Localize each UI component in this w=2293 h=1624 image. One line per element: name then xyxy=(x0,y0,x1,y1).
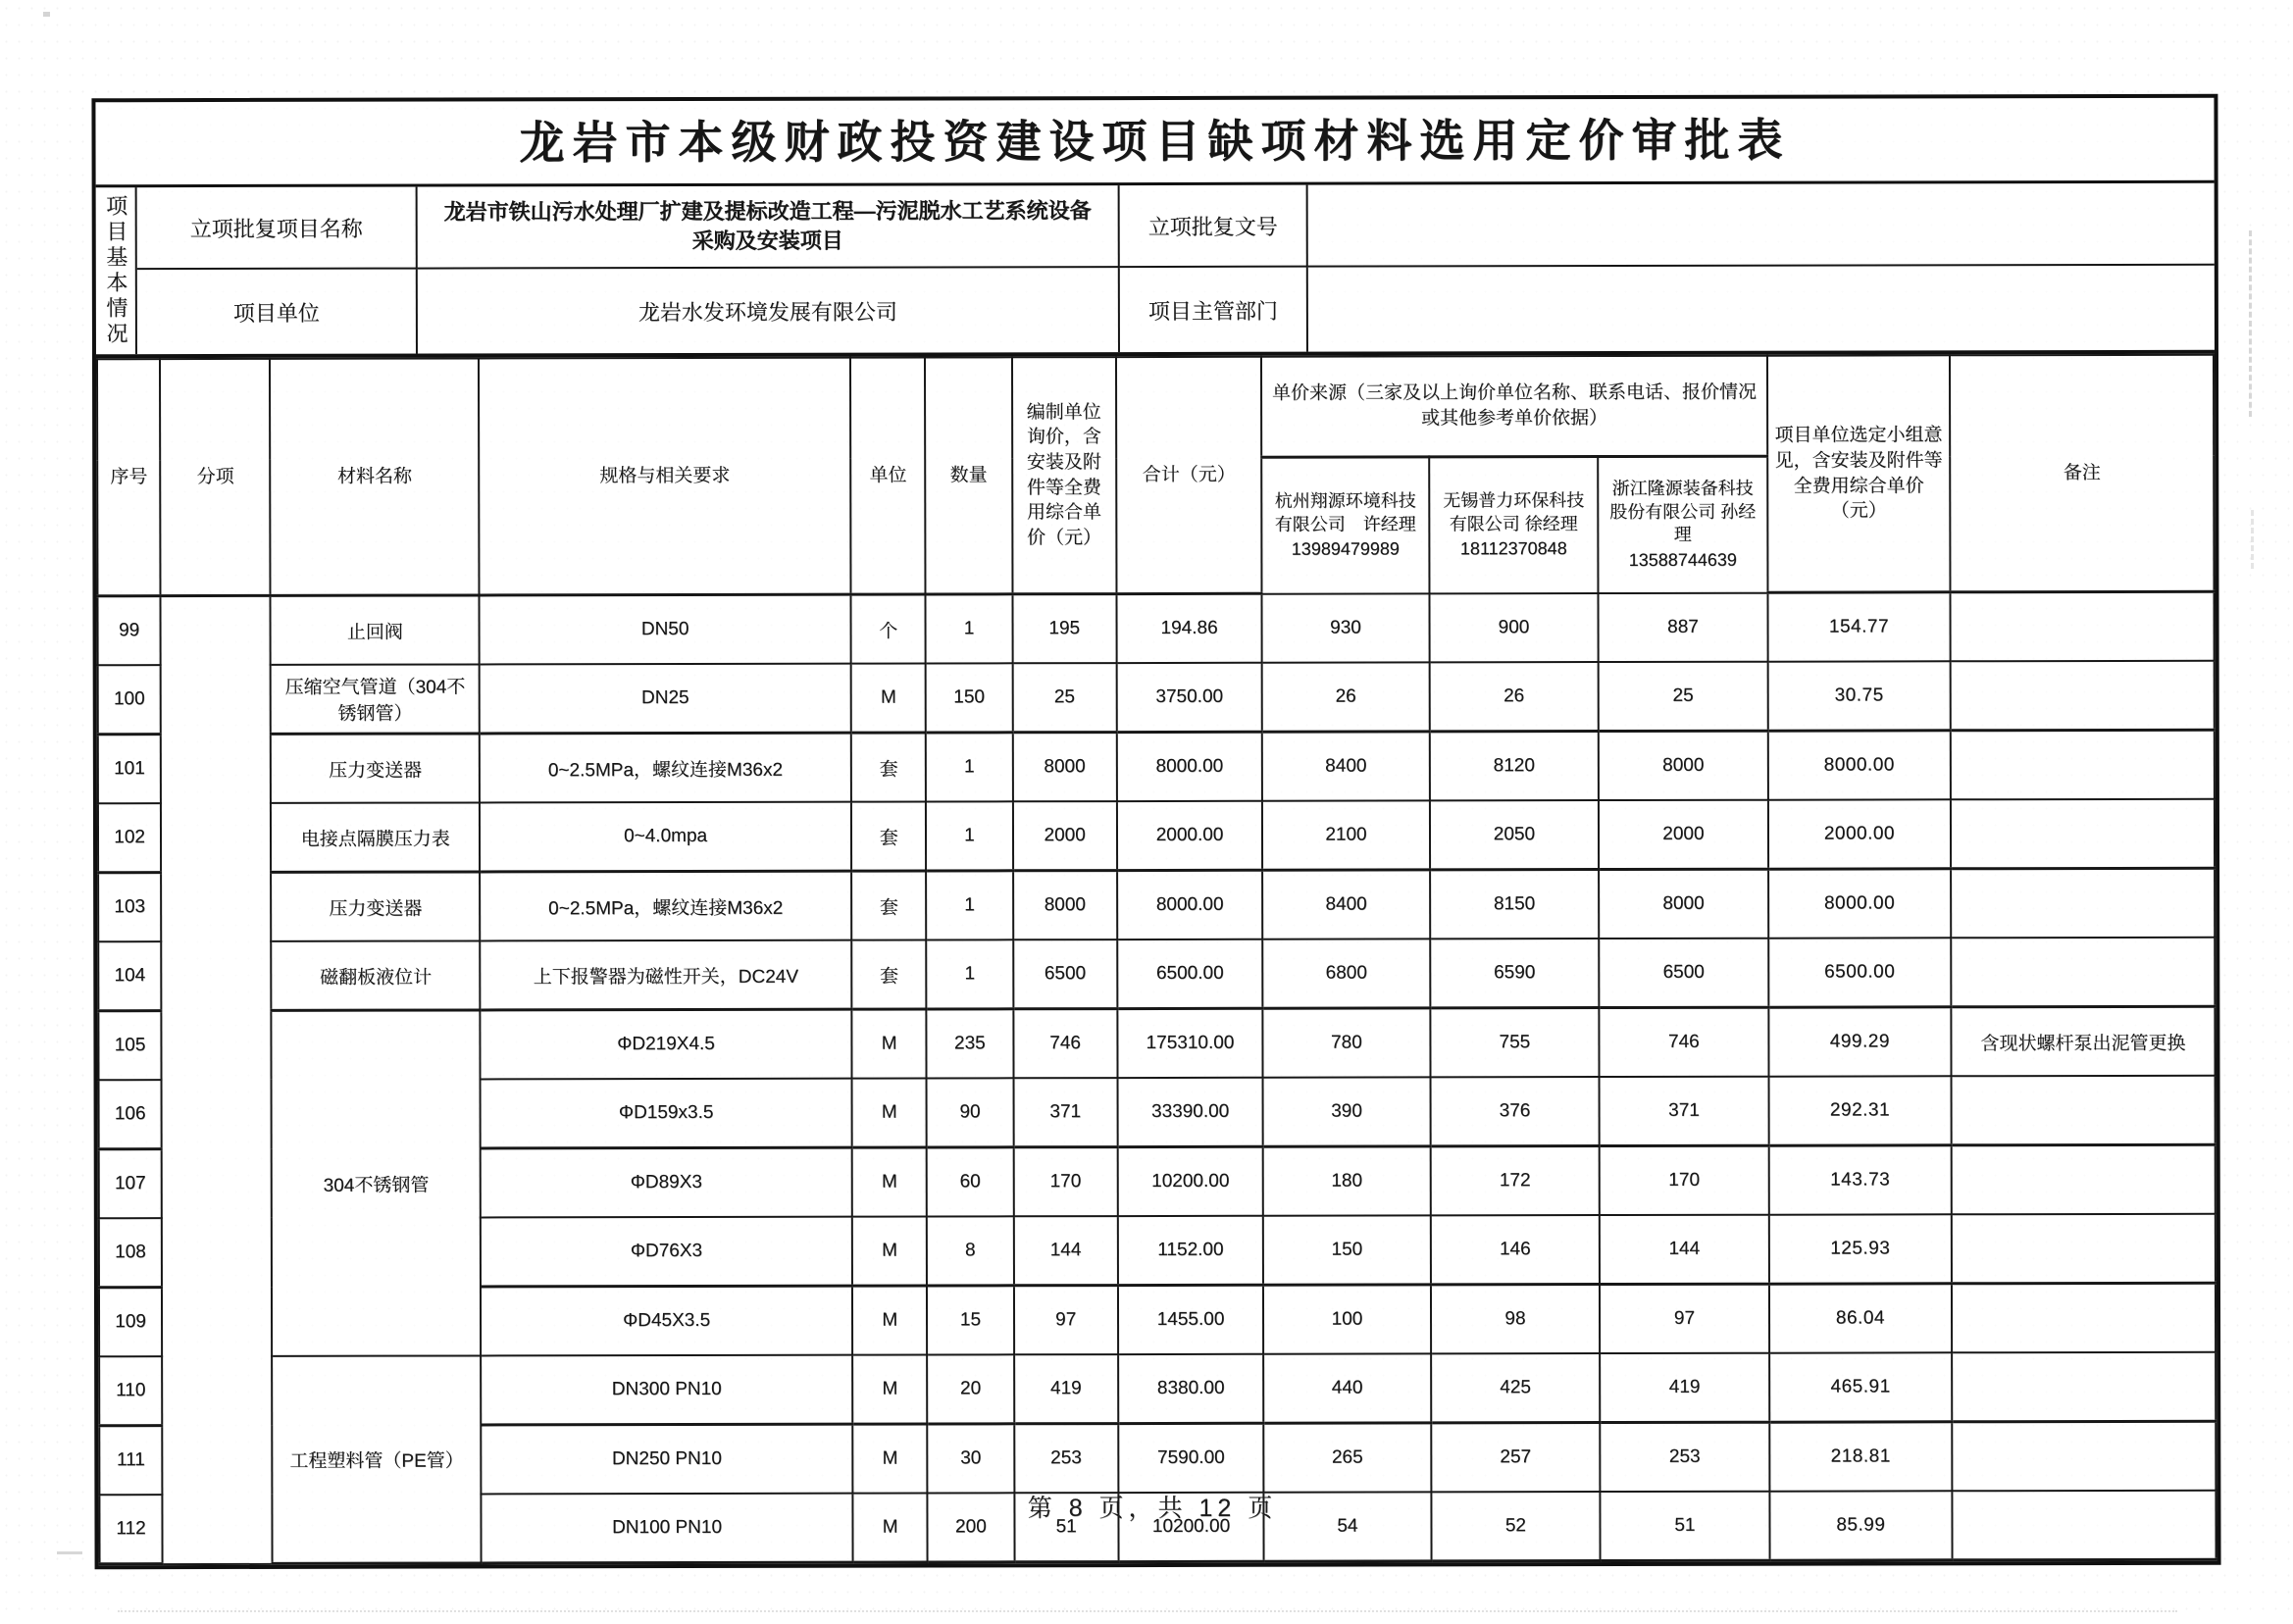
table-row xyxy=(98,730,2215,803)
cell-vendor-3-price: 97 xyxy=(1600,1284,1769,1353)
cell-remark xyxy=(1952,1076,2216,1145)
header-remark: 备注 xyxy=(1950,355,2214,592)
cell-selected-price: 154.77 xyxy=(1767,592,1951,662)
cell-vendor-1-price: 930 xyxy=(1262,593,1430,663)
cell-unit-price: 253 xyxy=(1014,1424,1118,1494)
cell-material: 压力变送器 xyxy=(271,734,480,803)
cell-spec: ΦD76X3 xyxy=(481,1217,852,1287)
cell-spec: 上下报警器为磁性开关，DC24V xyxy=(480,940,851,1010)
cell-vendor-1-price: 100 xyxy=(1263,1285,1431,1354)
approval-no-label: 立项批复文号 xyxy=(1120,185,1308,268)
header-spec: 规格与相关要求 xyxy=(479,358,851,595)
cell-unit-price: 371 xyxy=(1013,1078,1117,1147)
cell-remark xyxy=(1952,1144,2216,1214)
cell-vendor-3-price: 746 xyxy=(1600,1007,1769,1077)
cell-selected-price: 218.81 xyxy=(1769,1422,1953,1492)
cell-vendor-3-price: 170 xyxy=(1600,1145,1769,1215)
header-unit: 单位 xyxy=(850,357,926,594)
cell-unit-price: 25 xyxy=(1012,663,1116,733)
cell-vendor-2-price: 98 xyxy=(1431,1285,1601,1354)
cell-unit-price: 144 xyxy=(1013,1216,1117,1286)
cell-vendor-3-price: 144 xyxy=(1600,1215,1769,1285)
cell-remark xyxy=(1952,1421,2216,1491)
dept-value xyxy=(1308,266,2215,352)
project-name-value: 龙岩市铁山污水处理厂扩建及提标改造工程—污泥脱水工艺系统设备采购及安装项目 xyxy=(418,185,1120,269)
cell-total: 3750.00 xyxy=(1116,663,1262,733)
cell-total: 1455.00 xyxy=(1118,1285,1264,1354)
cell-unit: M xyxy=(852,1078,927,1147)
cell-total: 6500.00 xyxy=(1117,939,1263,1009)
cell-unit-price: 195 xyxy=(1012,594,1116,664)
cell-remark xyxy=(1952,1214,2216,1284)
cell-no: 107 xyxy=(99,1149,162,1219)
header-vendor-2 xyxy=(1429,457,1599,593)
table-header xyxy=(97,355,2215,596)
cell-selected-price: 85.99 xyxy=(1769,1491,1953,1560)
header-qty: 数量 xyxy=(925,357,1012,594)
cell-no: 103 xyxy=(98,873,161,942)
cell-vendor-1-price: 6800 xyxy=(1262,939,1430,1008)
cell-spec: ΦD89X3 xyxy=(481,1147,852,1217)
cell-vendor-1-price: 150 xyxy=(1263,1215,1431,1285)
cell-unit-price: 419 xyxy=(1014,1354,1118,1424)
cell-no: 104 xyxy=(98,941,161,1011)
cell-vendor-1-price: 26 xyxy=(1262,662,1430,732)
cell-selected-price: 30.75 xyxy=(1767,661,1951,731)
cell-vendor-3-price: 887 xyxy=(1599,592,1768,662)
cell-material: 止回阀 xyxy=(271,595,480,665)
cell-vendor-1-price: 180 xyxy=(1263,1146,1431,1216)
cell-vendor-1-price: 265 xyxy=(1263,1423,1431,1493)
cell-vendor-2-price: 900 xyxy=(1429,593,1599,663)
table-row xyxy=(98,661,2215,735)
cell-vendor-3-price: 6500 xyxy=(1599,939,1768,1008)
cell-remark xyxy=(1951,661,2215,731)
cell-unit: 套 xyxy=(851,871,926,940)
cell-spec: ΦD159x3.5 xyxy=(481,1079,852,1148)
cell-vendor-1-price: 8400 xyxy=(1262,870,1430,939)
cell-remark: 含现状螺杆泵出泥管更换 xyxy=(1952,1006,2216,1076)
cell-vendor-1-price: 54 xyxy=(1264,1492,1432,1561)
cell-remark xyxy=(1952,1352,2216,1422)
cell-vendor-3-price: 25 xyxy=(1599,662,1768,732)
cell-unit-price: 97 xyxy=(1014,1286,1118,1355)
cell-qty: 15 xyxy=(927,1286,1013,1355)
cell-total: 194.86 xyxy=(1116,593,1262,663)
cell-selected-price: 2000.00 xyxy=(1768,799,1952,869)
cell-spec: DN100 PN10 xyxy=(481,1494,852,1563)
cell-spec: 0~4.0mpa xyxy=(480,802,851,872)
cell-vendor-3-price: 8000 xyxy=(1599,869,1768,939)
cell-vendor-3-price: 2000 xyxy=(1599,800,1768,870)
cell-total: 8000.00 xyxy=(1117,732,1263,801)
approval-form xyxy=(91,94,2220,1570)
cell-selected-price: 143.73 xyxy=(1768,1145,1952,1215)
project-unit-label: 项目单位 xyxy=(137,270,418,355)
cell-unit: M xyxy=(851,663,926,733)
cell-spec: 0~2.5MPa，螺纹连接M36x2 xyxy=(480,871,851,940)
cell-vendor-2-price: 26 xyxy=(1429,662,1599,732)
cell-spec: ΦD45X3.5 xyxy=(481,1286,852,1355)
cell-unit: M xyxy=(852,1147,927,1217)
cell-material: 电接点隔膜压力表 xyxy=(271,802,480,872)
vendor-2-name: 无锡普力环保科技有限公司 徐经理 xyxy=(1443,490,1585,533)
table-row xyxy=(99,1352,2216,1426)
cell-unit-price: 51 xyxy=(1014,1493,1118,1562)
cell-material: 工程塑料管（PE管） xyxy=(273,1355,482,1563)
cell-total: 175310.00 xyxy=(1117,1008,1263,1078)
project-name-label: 立项批复项目名称 xyxy=(137,187,418,271)
table-row xyxy=(98,1006,2215,1080)
cell-vendor-2-price: 172 xyxy=(1430,1146,1600,1216)
cell-spec: DN250 PN10 xyxy=(481,1424,852,1494)
header-unit-price: 编制单位询价，含安装及附件等全费用综合单价（元） xyxy=(1012,357,1117,594)
cell-vendor-1-price: 440 xyxy=(1263,1353,1431,1423)
cell-qty: 8 xyxy=(927,1216,1013,1286)
cell-spec: DN300 PN10 xyxy=(481,1355,852,1425)
cell-vendor-2-price: 8150 xyxy=(1430,870,1600,939)
cell-qty: 30 xyxy=(928,1424,1014,1494)
cell-selected-price: 8000.00 xyxy=(1767,731,1951,800)
header-vendor-3 xyxy=(1598,456,1767,592)
cell-total: 7590.00 xyxy=(1118,1423,1264,1493)
cell-qty: 20 xyxy=(927,1354,1013,1424)
cell-vendor-3-price: 419 xyxy=(1600,1353,1769,1423)
header-selected: 项目单位选定小组意见，含安装及附件等全费用综合单价（元） xyxy=(1767,355,1951,592)
cell-qty: 60 xyxy=(927,1147,1013,1217)
cell-vendor-2-price: 257 xyxy=(1431,1423,1601,1493)
cell-spec: DN50 xyxy=(480,594,851,664)
header-material: 材料名称 xyxy=(270,358,479,595)
cell-qty: 1 xyxy=(926,801,1012,871)
cell-unit: 套 xyxy=(851,733,926,802)
cell-qty: 1 xyxy=(926,733,1012,802)
cell-vendor-1-price: 780 xyxy=(1263,1008,1431,1078)
cell-remark xyxy=(1951,938,2215,1007)
cell-no: 102 xyxy=(98,803,161,873)
header-no: 序号 xyxy=(97,359,161,596)
cell-remark xyxy=(1951,799,2215,869)
cell-qty: 200 xyxy=(928,1493,1014,1562)
table-row xyxy=(97,591,2214,665)
vendor-3-name: 浙江隆源装备科技股份有限公司 孙经理 xyxy=(1609,479,1757,545)
cell-vendor-2-price: 2050 xyxy=(1430,800,1600,870)
header-total: 合计（元） xyxy=(1116,357,1262,594)
header-vendor-1 xyxy=(1261,457,1429,593)
cell-total: 33390.00 xyxy=(1117,1078,1263,1147)
cell-unit: M xyxy=(852,1424,927,1494)
cell-material: 磁翻板液位计 xyxy=(272,940,481,1010)
cell-vendor-2-price: 376 xyxy=(1430,1077,1600,1146)
cell-remark xyxy=(1951,868,2215,938)
cell-no: 99 xyxy=(97,596,160,666)
cell-vendor-3-price: 8000 xyxy=(1599,731,1768,800)
cell-remark xyxy=(1951,730,2215,799)
scan-artifact xyxy=(43,12,50,17)
cell-vendor-2-price: 6590 xyxy=(1430,939,1600,1008)
cell-remark xyxy=(1952,1283,2216,1352)
cell-no: 101 xyxy=(98,735,161,804)
cell-spec: ΦD219X4.5 xyxy=(480,1009,851,1079)
cell-total: 8380.00 xyxy=(1118,1354,1264,1424)
cell-unit-price: 8000 xyxy=(1013,871,1117,940)
cell-material: 压力变送器 xyxy=(272,872,481,941)
page-number: 第 8 页，共 12 页 xyxy=(1027,1495,1278,1522)
cell-qty: 1 xyxy=(927,939,1013,1009)
scan-artifact xyxy=(118,1610,2177,1612)
cell-total: 1152.00 xyxy=(1118,1216,1264,1286)
cell-unit-price: 746 xyxy=(1013,1009,1117,1079)
cell-vendor-2-price: 52 xyxy=(1431,1492,1601,1561)
cell-unit: M xyxy=(852,1354,927,1424)
cell-qty: 150 xyxy=(926,663,1012,733)
cell-unit: M xyxy=(853,1493,928,1562)
cell-qty: 90 xyxy=(927,1078,1013,1147)
cell-qty: 1 xyxy=(926,594,1012,664)
table-row xyxy=(98,799,2215,873)
approval-no-value xyxy=(1308,183,2215,268)
table-body xyxy=(97,591,2216,1564)
cell-qty: 1 xyxy=(926,871,1012,940)
cell-qty: 235 xyxy=(927,1009,1013,1079)
cell-unit-price: 2000 xyxy=(1012,801,1116,871)
cell-unit: M xyxy=(852,1286,927,1355)
cell-no: 109 xyxy=(99,1288,162,1357)
cell-unit: M xyxy=(852,1216,927,1286)
vendor-1-phone: 13989479989 xyxy=(1291,538,1400,559)
cell-selected-price: 499.29 xyxy=(1768,1007,1952,1077)
cell-vendor-1-price: 390 xyxy=(1263,1077,1431,1146)
cell-sub-item xyxy=(161,595,273,1563)
cell-selected-price: 292.31 xyxy=(1768,1076,1952,1145)
cell-unit: M xyxy=(851,1009,926,1079)
cell-selected-price: 465.91 xyxy=(1769,1352,1953,1422)
cell-material: 压缩空气管道（304不锈钢管） xyxy=(271,664,480,734)
vendor-2-phone: 18112370848 xyxy=(1459,538,1567,559)
cell-selected-price: 6500.00 xyxy=(1768,938,1952,1007)
cell-no: 111 xyxy=(99,1426,162,1496)
vendor-3-phone: 13588744639 xyxy=(1628,549,1737,570)
scan-artifact xyxy=(2251,510,2254,569)
cell-total: 2000.00 xyxy=(1117,801,1263,871)
header-price-source: 单价来源（三家及以上询价单位名称、联系电话、报价情况或其他参考单价依据） xyxy=(1261,356,1767,458)
project-info-section xyxy=(96,183,2215,359)
cell-spec: DN25 xyxy=(480,664,851,734)
cell-no: 108 xyxy=(99,1218,162,1288)
table-row xyxy=(98,868,2215,941)
project-unit-value: 龙岩水发环境发展有限公司 xyxy=(418,268,1120,353)
cell-vendor-1-price: 2100 xyxy=(1262,800,1430,870)
vendor-1-name: 杭州翔源环境科技有限公司 许经理 xyxy=(1274,490,1416,534)
cell-vendor-2-price: 8120 xyxy=(1429,732,1599,801)
scan-artifact xyxy=(57,1551,82,1554)
cell-vendor-2-price: 425 xyxy=(1431,1353,1601,1423)
cell-unit-price: 170 xyxy=(1013,1147,1117,1217)
cell-remark xyxy=(1951,591,2215,661)
scan-artifact xyxy=(2249,230,2252,417)
cell-no: 100 xyxy=(98,665,161,735)
cell-unit: 套 xyxy=(851,801,926,871)
cell-no: 112 xyxy=(99,1495,162,1564)
cell-unit-price: 6500 xyxy=(1013,939,1117,1009)
cell-no: 105 xyxy=(98,1011,161,1081)
cell-unit: 个 xyxy=(851,594,926,664)
cell-vendor-1-price: 8400 xyxy=(1262,732,1430,801)
project-info-vertical-label: 项目基本情况 xyxy=(96,187,137,354)
cell-total: 10200.00 xyxy=(1117,1146,1263,1216)
page-title: 龙岩市本级财政投资建设项目缺项材料选用定价审批表 xyxy=(95,98,2214,188)
cell-selected-price: 8000.00 xyxy=(1768,869,1952,939)
cell-selected-price: 125.93 xyxy=(1768,1214,1952,1284)
cell-unit: 套 xyxy=(851,939,926,1009)
cell-unit-price: 8000 xyxy=(1012,733,1116,802)
materials-table xyxy=(96,354,2217,1566)
cell-total: 10200.00 xyxy=(1118,1493,1264,1562)
header-sub-item: 分项 xyxy=(160,359,271,596)
cell-no: 110 xyxy=(99,1356,162,1426)
cell-selected-price: 86.04 xyxy=(1769,1284,1953,1353)
cell-vendor-3-price: 253 xyxy=(1600,1422,1769,1492)
cell-vendor-3-price: 51 xyxy=(1601,1492,1770,1561)
cell-spec: 0~2.5MPa，螺纹连接M36x2 xyxy=(480,733,851,802)
cell-total: 8000.00 xyxy=(1117,870,1263,939)
table-row xyxy=(98,938,2215,1011)
cell-vendor-2-price: 755 xyxy=(1430,1008,1600,1078)
cell-no: 106 xyxy=(99,1080,162,1149)
cell-material: 304不锈钢管 xyxy=(272,1010,481,1356)
cell-vendor-3-price: 371 xyxy=(1600,1077,1769,1146)
dept-label: 项目主管部门 xyxy=(1120,268,1308,352)
cell-vendor-2-price: 146 xyxy=(1431,1215,1601,1285)
